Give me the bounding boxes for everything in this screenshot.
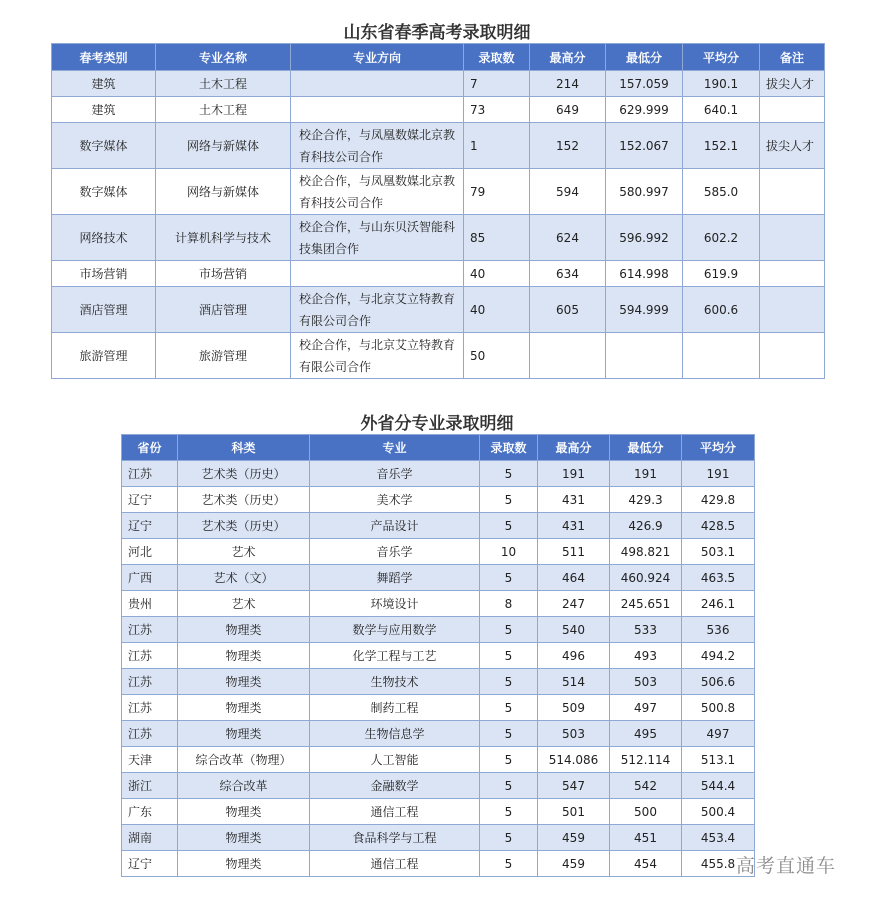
watermark-text: 高考直通车 <box>736 855 837 877</box>
cell-province: 天津 <box>122 747 178 773</box>
cell-province: 江苏 <box>122 617 178 643</box>
cell-direction: 校企合作，与北京艾立特教育有限公司合作 <box>291 333 464 379</box>
cell-type: 艺术类（历史） <box>178 461 310 487</box>
cell-min: 533 <box>610 617 682 643</box>
header-min-score: 最低分 <box>610 435 682 461</box>
cell-min: 614.998 <box>606 261 683 287</box>
cell-min: 594.999 <box>606 287 683 333</box>
cell-admitted: 50 <box>464 333 530 379</box>
cell-direction <box>291 261 464 287</box>
cell-admitted: 8 <box>480 591 538 617</box>
cell-admitted: 5 <box>480 825 538 851</box>
header-subject-type: 科类 <box>178 435 310 461</box>
cell-avg: 513.1 <box>682 747 755 773</box>
cell-avg: 455.8 <box>682 851 755 877</box>
cell-min: 157.059 <box>606 71 683 97</box>
cell-type: 物理类 <box>178 799 310 825</box>
cell-admitted: 5 <box>480 773 538 799</box>
table-row <box>122 617 755 643</box>
cell-min: 451 <box>610 825 682 851</box>
cell-major: 计算机科学与技术 <box>156 215 291 261</box>
cell-avg: 600.6 <box>683 287 760 333</box>
header-remark: 备注 <box>760 44 825 71</box>
cell-avg: 190.1 <box>683 71 760 97</box>
cell-direction <box>291 71 464 97</box>
cell-remark <box>760 215 825 261</box>
cell-avg: 453.4 <box>682 825 755 851</box>
cell-major: 人工智能 <box>310 747 480 773</box>
cell-province: 江苏 <box>122 461 178 487</box>
cell-major: 美术学 <box>310 487 480 513</box>
table-row <box>122 461 755 487</box>
cell-type: 物理类 <box>178 825 310 851</box>
cell-avg: 429.8 <box>682 487 755 513</box>
cell-remark <box>760 97 825 123</box>
cell-max: 514.086 <box>538 747 610 773</box>
cell-remark <box>760 169 825 215</box>
cell-major: 环境设计 <box>310 591 480 617</box>
cell-avg: 619.9 <box>683 261 760 287</box>
cell-type: 综合改革 <box>178 773 310 799</box>
table-row <box>122 513 755 539</box>
cell-remark: 拔尖人才 <box>760 123 825 169</box>
cell-min: 191 <box>610 461 682 487</box>
cell-avg: 602.2 <box>683 215 760 261</box>
header-major-direction: 专业方向 <box>291 44 464 71</box>
cell-min: 503 <box>610 669 682 695</box>
table-row <box>122 539 755 565</box>
cell-min: 542 <box>610 773 682 799</box>
cell-type: 艺术 <box>178 591 310 617</box>
cell-type: 物理类 <box>178 643 310 669</box>
cell-direction: 校企合作，与凤凰数媒北京教育科技公司合作 <box>291 169 464 215</box>
cell-type: 物理类 <box>178 617 310 643</box>
table2-title: 外省分专业录取明细 <box>360 414 514 434</box>
cell-province: 河北 <box>122 539 178 565</box>
header-max-score: 最高分 <box>538 435 610 461</box>
cell-max: 152 <box>530 123 606 169</box>
cell-max: 634 <box>530 261 606 287</box>
table-row <box>52 71 825 97</box>
table1-header-row <box>52 44 825 71</box>
cell-major: 音乐学 <box>310 461 480 487</box>
cell-max: 459 <box>538 825 610 851</box>
cell-admitted: 5 <box>480 643 538 669</box>
cell-min: 245.651 <box>610 591 682 617</box>
cell-type: 物理类 <box>178 721 310 747</box>
cell-max: 649 <box>530 97 606 123</box>
cell-province: 江苏 <box>122 669 178 695</box>
header-max-score: 最高分 <box>530 44 606 71</box>
cell-min: 497 <box>610 695 682 721</box>
cell-remark <box>760 287 825 333</box>
header-major: 专业 <box>310 435 480 461</box>
cell-major: 市场营销 <box>156 261 291 287</box>
cell-min: 580.997 <box>606 169 683 215</box>
table-row <box>52 169 825 215</box>
cell-admitted: 40 <box>464 261 530 287</box>
shandong-spring-admission-table <box>51 43 825 379</box>
table-row <box>122 669 755 695</box>
cell-category: 建筑 <box>52 97 156 123</box>
cell-province: 辽宁 <box>122 513 178 539</box>
cell-type: 艺术类（历史） <box>178 487 310 513</box>
cell-major: 金融数学 <box>310 773 480 799</box>
header-avg-score: 平均分 <box>683 44 760 71</box>
cell-category: 网络技术 <box>52 215 156 261</box>
cell-max: 511 <box>538 539 610 565</box>
cell-admitted: 5 <box>480 851 538 877</box>
cell-avg: 463.5 <box>682 565 755 591</box>
cell-admitted: 73 <box>464 97 530 123</box>
cell-avg: 544.4 <box>682 773 755 799</box>
table-row <box>122 643 755 669</box>
table-row <box>122 799 755 825</box>
header-spring-category: 春考类别 <box>52 44 156 71</box>
cell-major: 土木工程 <box>156 71 291 97</box>
table-row <box>52 97 825 123</box>
cell-max: 509 <box>538 695 610 721</box>
header-avg-score: 平均分 <box>682 435 755 461</box>
cell-major: 舞蹈学 <box>310 565 480 591</box>
cell-major: 生物技术 <box>310 669 480 695</box>
cell-major: 食品科学与工程 <box>310 825 480 851</box>
cell-max: 501 <box>538 799 610 825</box>
cell-province: 江苏 <box>122 695 178 721</box>
cell-avg: 536 <box>682 617 755 643</box>
cell-major: 通信工程 <box>310 799 480 825</box>
cell-major: 酒店管理 <box>156 287 291 333</box>
cell-avg: 500.4 <box>682 799 755 825</box>
header-major-name: 专业名称 <box>156 44 291 71</box>
cell-max: 540 <box>538 617 610 643</box>
cell-max: 624 <box>530 215 606 261</box>
cell-type: 物理类 <box>178 695 310 721</box>
cell-province: 江苏 <box>122 643 178 669</box>
cell-avg: 585.0 <box>683 169 760 215</box>
header-admitted: 录取数 <box>464 44 530 71</box>
cell-direction <box>291 97 464 123</box>
cell-remark: 拔尖人才 <box>760 71 825 97</box>
cell-max: 191 <box>538 461 610 487</box>
cell-avg: 640.1 <box>683 97 760 123</box>
cell-major: 旅游管理 <box>156 333 291 379</box>
cell-min: 495 <box>610 721 682 747</box>
cell-type: 艺术类（历史） <box>178 513 310 539</box>
header-min-score: 最低分 <box>606 44 683 71</box>
table-row <box>52 287 825 333</box>
table1-title: 山东省春季高考录取明细 <box>343 23 531 43</box>
cell-major: 土木工程 <box>156 97 291 123</box>
cell-admitted: 5 <box>480 695 538 721</box>
cell-avg: 500.8 <box>682 695 755 721</box>
cell-max: 214 <box>530 71 606 97</box>
table-row <box>122 825 755 851</box>
table-row <box>122 487 755 513</box>
cell-remark <box>760 333 825 379</box>
table-row <box>52 333 825 379</box>
cell-direction: 校企合作，与北京艾立特教育有限公司合作 <box>291 287 464 333</box>
cell-category: 建筑 <box>52 71 156 97</box>
out-of-province-admission-table <box>121 434 755 877</box>
cell-admitted: 5 <box>480 799 538 825</box>
cell-min: 596.992 <box>606 215 683 261</box>
cell-min: 493 <box>610 643 682 669</box>
cell-max: 247 <box>538 591 610 617</box>
cell-province: 贵州 <box>122 591 178 617</box>
cell-admitted: 85 <box>464 215 530 261</box>
cell-major: 化学工程与工艺 <box>310 643 480 669</box>
cell-max: 503 <box>538 721 610 747</box>
cell-avg: 152.1 <box>683 123 760 169</box>
cell-admitted: 40 <box>464 287 530 333</box>
cell-province: 辽宁 <box>122 851 178 877</box>
cell-direction: 校企合作，与山东贝沃智能科技集团合作 <box>291 215 464 261</box>
cell-admitted: 5 <box>480 747 538 773</box>
cell-max: 514 <box>538 669 610 695</box>
cell-min: 500 <box>610 799 682 825</box>
cell-max: 431 <box>538 513 610 539</box>
cell-min: 429.3 <box>610 487 682 513</box>
header-admitted: 录取数 <box>480 435 538 461</box>
cell-province: 辽宁 <box>122 487 178 513</box>
cell-major: 通信工程 <box>310 851 480 877</box>
cell-admitted: 5 <box>480 669 538 695</box>
cell-major: 网络与新媒体 <box>156 169 291 215</box>
table-row <box>52 215 825 261</box>
cell-category: 数字媒体 <box>52 169 156 215</box>
cell-direction: 校企合作，与凤凰数媒北京教育科技公司合作 <box>291 123 464 169</box>
cell-max: 431 <box>538 487 610 513</box>
table-row <box>122 747 755 773</box>
cell-max: 594 <box>530 169 606 215</box>
cell-category: 市场营销 <box>52 261 156 287</box>
cell-avg: 191 <box>682 461 755 487</box>
cell-min: 426.9 <box>610 513 682 539</box>
table-row <box>122 565 755 591</box>
table-row <box>122 695 755 721</box>
cell-admitted: 5 <box>480 617 538 643</box>
table2-header-row <box>122 435 755 461</box>
cell-max: 464 <box>538 565 610 591</box>
cell-type: 综合改革（物理） <box>178 747 310 773</box>
cell-min <box>606 333 683 379</box>
cell-admitted: 10 <box>480 539 538 565</box>
cell-min: 460.924 <box>610 565 682 591</box>
cell-avg: 428.5 <box>682 513 755 539</box>
cell-category: 数字媒体 <box>52 123 156 169</box>
cell-admitted: 1 <box>464 123 530 169</box>
table-row <box>122 591 755 617</box>
cell-major: 生物信息学 <box>310 721 480 747</box>
cell-province: 广西 <box>122 565 178 591</box>
table-row <box>122 851 755 877</box>
cell-admitted: 5 <box>480 487 538 513</box>
cell-avg: 246.1 <box>682 591 755 617</box>
cell-min: 512.114 <box>610 747 682 773</box>
cell-admitted: 5 <box>480 721 538 747</box>
table-row <box>122 773 755 799</box>
cell-type: 物理类 <box>178 851 310 877</box>
cell-type: 艺术（文） <box>178 565 310 591</box>
cell-type: 艺术 <box>178 539 310 565</box>
cell-min: 498.821 <box>610 539 682 565</box>
cell-admitted: 5 <box>480 461 538 487</box>
cell-province: 江苏 <box>122 721 178 747</box>
cell-min: 454 <box>610 851 682 877</box>
cell-province: 广东 <box>122 799 178 825</box>
cell-remark <box>760 261 825 287</box>
cell-type: 物理类 <box>178 669 310 695</box>
cell-min: 152.067 <box>606 123 683 169</box>
cell-province: 浙江 <box>122 773 178 799</box>
cell-max <box>530 333 606 379</box>
cell-major: 音乐学 <box>310 539 480 565</box>
cell-avg <box>683 333 760 379</box>
cell-avg: 506.6 <box>682 669 755 695</box>
cell-max: 605 <box>530 287 606 333</box>
cell-max: 547 <box>538 773 610 799</box>
cell-category: 酒店管理 <box>52 287 156 333</box>
cell-province: 湖南 <box>122 825 178 851</box>
cell-admitted: 5 <box>480 513 538 539</box>
cell-avg: 497 <box>682 721 755 747</box>
cell-max: 496 <box>538 643 610 669</box>
table-row <box>122 721 755 747</box>
cell-major: 网络与新媒体 <box>156 123 291 169</box>
header-province: 省份 <box>122 435 178 461</box>
cell-admitted: 5 <box>480 565 538 591</box>
cell-admitted: 79 <box>464 169 530 215</box>
cell-major: 数学与应用数学 <box>310 617 480 643</box>
cell-min: 629.999 <box>606 97 683 123</box>
cell-major: 制药工程 <box>310 695 480 721</box>
table-row <box>52 123 825 169</box>
cell-avg: 503.1 <box>682 539 755 565</box>
cell-category: 旅游管理 <box>52 333 156 379</box>
cell-admitted: 7 <box>464 71 530 97</box>
table-row <box>52 261 825 287</box>
cell-avg: 494.2 <box>682 643 755 669</box>
cell-major: 产品设计 <box>310 513 480 539</box>
cell-max: 459 <box>538 851 610 877</box>
